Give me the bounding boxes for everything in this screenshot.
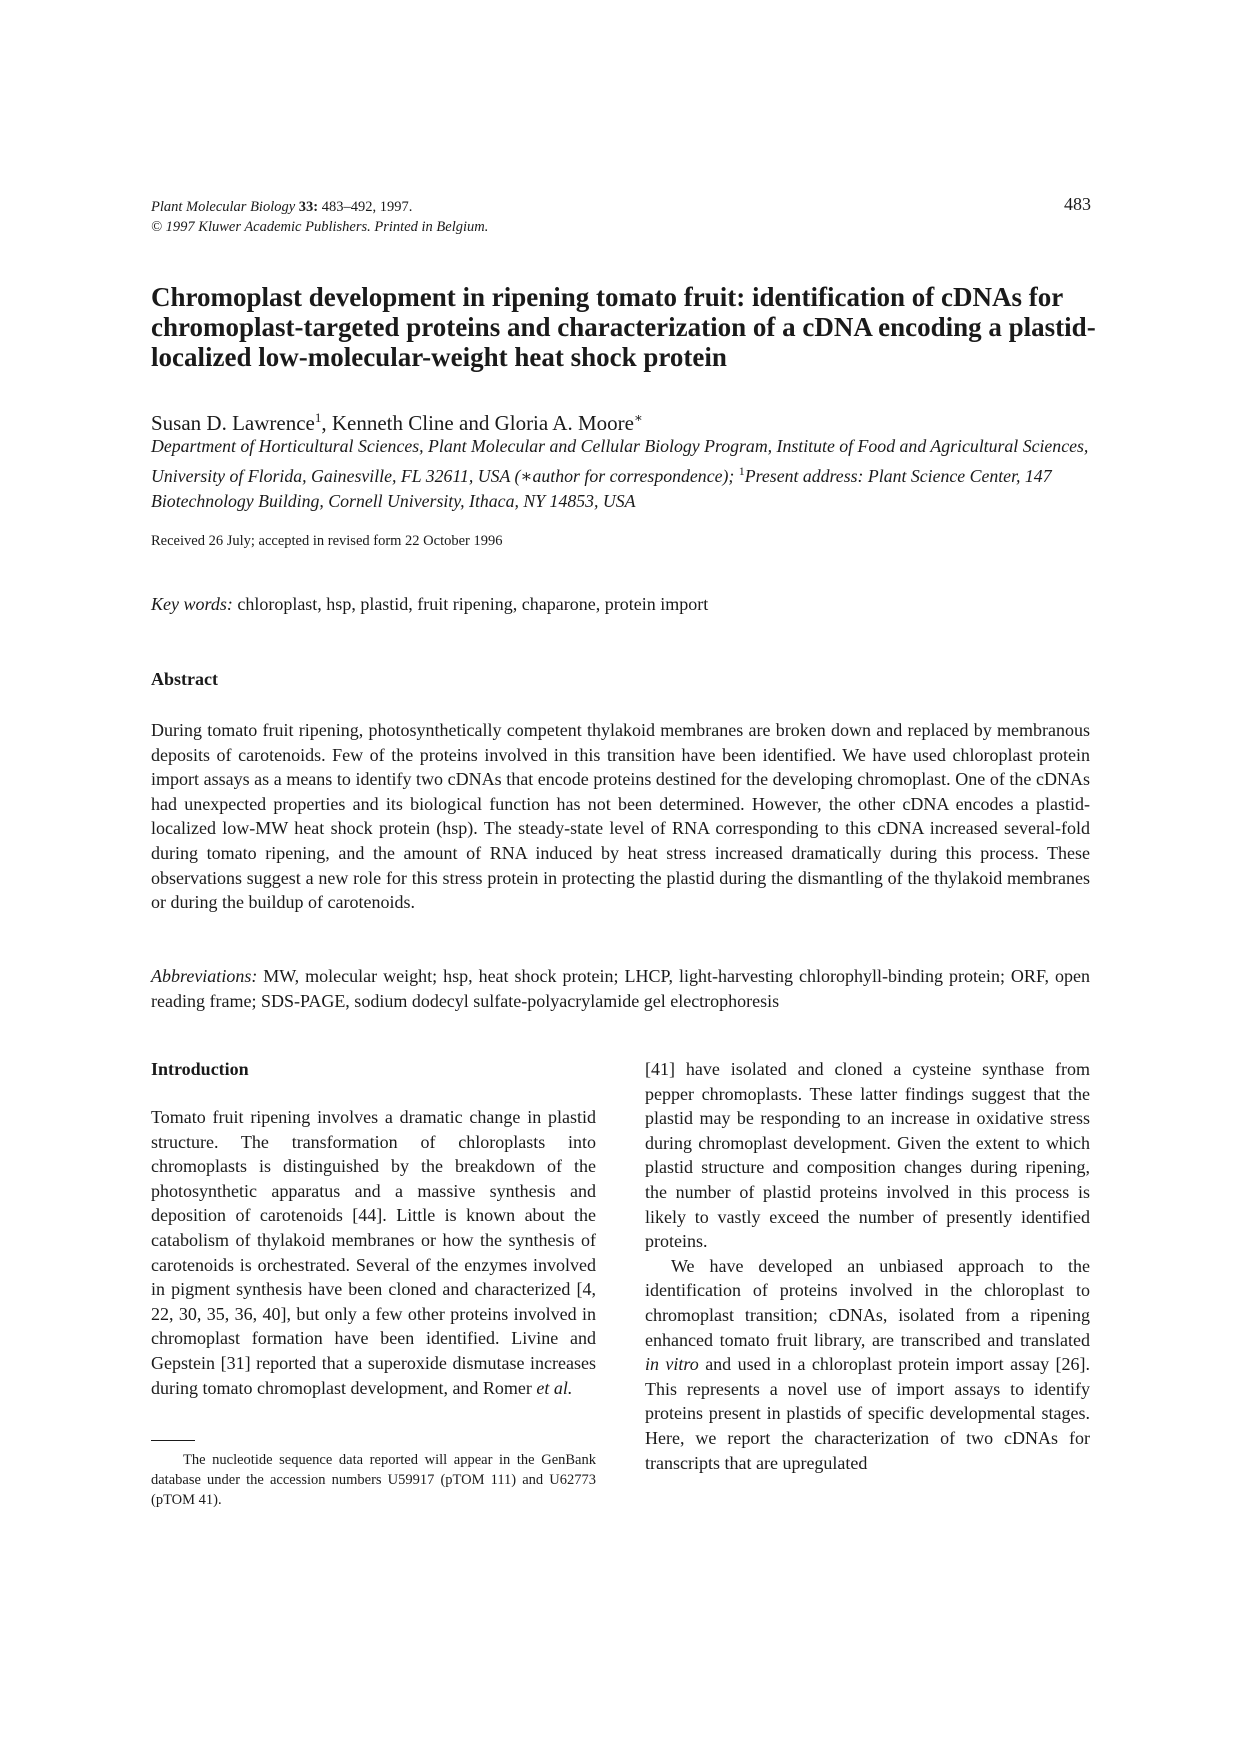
in-vitro: in vitro	[645, 1354, 699, 1375]
footnote: The nucleotide sequence data reported will appear in the GenBank database under the accession numbers U59917 (pTOM 111) and U62773 (pTOM 41).	[151, 1452, 596, 1508]
article-title: Chromoplast development in ripening tomato fruit: identification of cDNAs for chromoplast-targeted proteins and characterization of a cDNA encoding a plastid-localized low-molecular-weight heat shock protein	[151, 282, 1096, 372]
abstract-heading: Abstract	[151, 669, 218, 689]
abbreviations-label: Abbreviations:	[151, 966, 258, 986]
introduction-heading: Introduction	[151, 1059, 249, 1079]
journal-volume: 33:	[298, 199, 319, 215]
intro-para1-text: Tomato fruit ripening involves a dramatic change in plastid structure. The transformation of chloroplasts into chromoplasts is distinguished by the breakdown of the photosynthetic apparatus and a massive synthesis and deposition of carotenoids [44]. Little is known about the catabolism of thylakoid membranes or how the synthesis of carotenoids is orchestrated. Several of the enzymes involved in pigment synthesis have been cloned and characterized [4, 22, 30, 35, 36, 40], but only a few other proteins involved in chromoplast formation have been identified. Livine and Gepstein [31] reported that a superoxide dismutase increases during tomato chromoplast development, and Romer	[151, 1107, 596, 1398]
author-lawrence: Susan D. Lawrence	[151, 411, 315, 435]
introduction-paragraph-1	[151, 1105, 596, 1400]
keywords-label: Key words:	[151, 594, 233, 614]
received-dates: Received 26 July; accepted in revised form 22 October 1996	[151, 533, 503, 549]
footnote-rule	[151, 1440, 195, 1441]
abstract-text: During tomato fruit ripening, photosynthetically competent thylakoid membranes are broken down and replaced by membranous deposits of carotenoids. Few of the proteins involved in this transition have been identified. We have used chloroplast protein import assays as a means to identify two cDNAs that encode proteins destined for the developing chromoplast. One of the cDNAs had unexpected properties and its biological function has not been determined. However, the other cDNA encodes a plastid-localized low-MW heat shock protein (hsp). The steady-state level of RNA corresponding to this cDNA increased several-fold during tomato ripening, and the amount of RNA induced by heat stress increased dramatically during this process. These observations suggest a new role for this stress protein in protecting the plastid during the dismantling of the thylakoid membranes or during the buildup of carotenoids.	[151, 720, 1090, 913]
present-address: Present address: Plant Science Center, 147 Biotechnology Building, Cornell University, Ithaca, NY 14853, USA	[151, 465, 1052, 511]
keywords-text: chloroplast, hsp, plastid, fruit ripening, chaparone, protein import	[232, 594, 709, 614]
et-al: et al.	[536, 1377, 573, 1398]
author-list	[151, 405, 1101, 436]
running-header	[151, 194, 1091, 237]
page-number: 483	[1064, 194, 1091, 214]
intro-para2-text-a: We have developed an unbiased approach to the identification of proteins involved in the chloroplast to chromoplast transition; cDNAs, isolated from a ripening enhanced tomato fruit library, are transcribed and translated	[645, 1255, 1090, 1350]
present-address-marker: 1	[738, 464, 745, 478]
abbreviations-text: MW, molecular weight; hsp, heat shock protein; LHCP, light-harvesting chlorophyll-binding protein; ORF, open reading frame; SDS-PAGE, sodium dodecyl sulfate-polyacrylamide gel electrophoresis	[151, 966, 1090, 1011]
affiliation-main: Department of Horticultural Sciences, Plant Molecular and Cellular Biology Program, Institute of Food and Agricultural Sciences, University of Florida, Gainesville, FL 32611, USA (∗author for correspondence);	[151, 436, 1089, 486]
author-cline-moore: , Kenneth Cline and Gloria A. Moore	[321, 411, 634, 435]
journal-name: Plant Molecular Biology	[151, 199, 296, 215]
keywords	[151, 594, 708, 615]
correspondence-marker: ∗	[633, 410, 643, 425]
affiliation	[151, 434, 1096, 514]
abbreviations	[151, 964, 1090, 1013]
intro-para2-text-b: and used in a chloroplast protein import assay [26]. This represents a novel use of import assays to identify proteins present in plastids of specific developmental stages. Here, we report the characterization of two cDNAs for transcripts that are upregulated	[645, 1354, 1090, 1473]
journal-pages-year: 483–492, 1997.	[318, 199, 413, 215]
copyright-line: © 1997 Kluwer Academic Publishers. Printed in Belgium.	[151, 219, 489, 235]
introduction-paragraph-2	[645, 1254, 1090, 1475]
right-column	[645, 1057, 1090, 1475]
introduction-paragraph-1-cont: [41] have isolated and cloned a cysteine synthase from pepper chromoplasts. These latter findings suggest that the plastid may be responding to an increase in oxidative stress during chromoplast development. Given the extent to which plastid structure and composition changes during ripening, the number of plastid proteins involved in this process is likely to vastly exceed the number of presently identified proteins.	[645, 1059, 1090, 1252]
left-column	[151, 1057, 596, 1400]
affiliation-marker: 1	[314, 410, 322, 425]
